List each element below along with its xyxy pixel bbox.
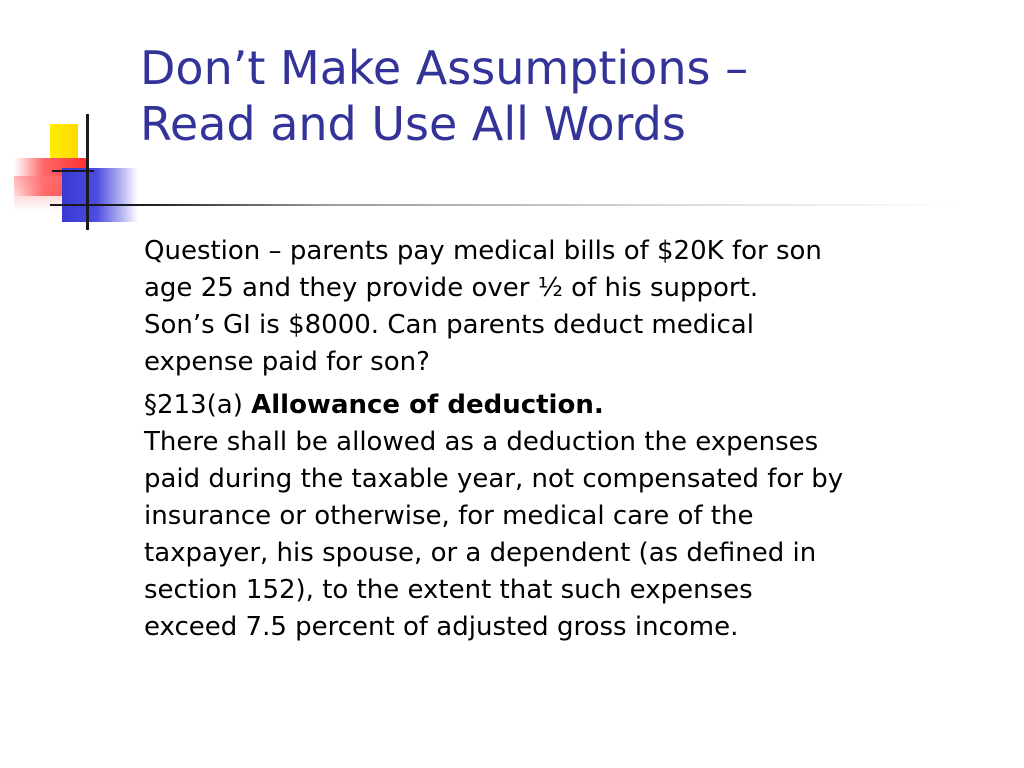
statute-line: There shall be allowed as a deduction the expenses (144, 427, 819, 457)
statute-paragraph (144, 387, 994, 646)
logo-vertical-line (86, 114, 89, 230)
statute-line: insurance or otherwise, for medical care of the (144, 501, 754, 531)
question-line: expense paid for son? (144, 347, 430, 377)
question-line: Son’s GI is $8000. Can parents deduct medical (144, 310, 754, 340)
slide-body (144, 233, 994, 652)
question-line: age 25 and they provide over ½ of his support. (144, 273, 759, 303)
statute-line: section 152), to the extent that such expenses (144, 575, 753, 605)
title-line-2: Read and Use All Words (140, 97, 686, 151)
statute-heading: Allowance of deduction. (251, 390, 604, 420)
statute-line: exceed 7.5 percent of adjusted gross income. (144, 612, 739, 642)
statute-line: taxpayer, his spouse, or a dependent (as defined in (144, 538, 817, 568)
title-divider-line (50, 204, 960, 206)
logo-blue-square (62, 168, 138, 222)
statute-line: paid during the taxable year, not compensated for by (144, 464, 844, 494)
statute-heading-line (144, 387, 994, 424)
statute-section-number: §213(a) (144, 390, 243, 420)
slide-title (140, 40, 1000, 152)
logo-short-horizontal-line (52, 170, 94, 172)
question-paragraph (144, 233, 994, 381)
question-line: Question – parents pay medical bills of $20K for son (144, 236, 822, 266)
title-line-1: Don’t Make Assumptions – (140, 41, 749, 95)
